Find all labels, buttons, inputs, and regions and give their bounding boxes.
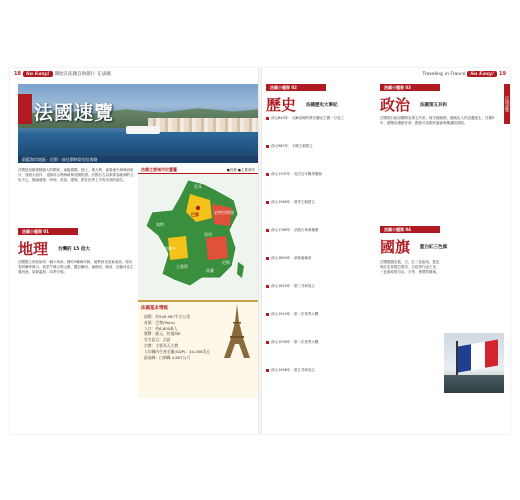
map-header [138, 166, 258, 174]
timeline-item: 西元1939年：第二次世界大戰 [266, 340, 360, 345]
france-map [138, 174, 258, 302]
city-label: 里昂 [204, 232, 212, 237]
right-running-head [423, 71, 506, 77]
right-page [262, 68, 510, 434]
section-label: 在法國 [97, 72, 111, 77]
photo-caption: 蔚藍海岸地區 · 尼斯 · 前往摩納哥的沿海路 [18, 156, 258, 163]
section-title-flag: 國旗 [380, 238, 411, 256]
city-label: 波爾多 [164, 246, 176, 251]
timeline-item: 西元987年：卡佩王朝建立 [266, 144, 360, 149]
section-band-politics: 法國小檔案 03 [380, 84, 440, 91]
facts-row: 人均國內生產毛額(GDP)：44,408美元 [144, 348, 211, 354]
city-label: 馬賽 [206, 268, 214, 273]
french-flag-photo [444, 333, 504, 393]
facts-row: 首都：巴黎(Paris) [144, 319, 175, 325]
brand-logo: So Easy! [23, 71, 53, 77]
title-accent [18, 94, 32, 124]
section-band-flag: 法國小檔案 04 [380, 226, 440, 233]
timeline-item: 西元1789年：法國大革命爆發 [266, 228, 360, 233]
book-spread [10, 68, 510, 434]
section-band-geography: 法國小檔案 01 [18, 228, 78, 235]
timeline-item: 西元1958年：第五共和成立 [266, 368, 360, 373]
timeline-item: 西元843年：凡爾登條約將法蘭克王國一分為三 [266, 116, 360, 121]
city-label: 史特拉斯堡 [214, 210, 234, 215]
intro-text: 法國是西歐面積最大的國家，東臨德國、瑞士、義大利，南靠地中海與西班牙，西面大西洋，北隔英吉利海峽與英國相望。法國自古以來即為歐洲的文化中心，無論藝術、時尚、美食、建築，都在世界上享有崇高的地位。 [18, 168, 134, 183]
facts-row: 最高峰：白朗峰 4,807公尺 [144, 354, 191, 360]
left-page [10, 68, 258, 434]
timeline-item: 西元1870年：第三共和成立 [266, 284, 360, 289]
section-subtitle-politics: 法國第五共和 [420, 103, 447, 108]
facts-title: 法國基本情報 [141, 306, 168, 311]
city-label: 土魯斯 [176, 264, 188, 269]
politics-text: 法國現行政治體制為第五共和，採半總統制，總統由人民直選產生，任期5年，總理由總統任命，國會分為國民議會與參議院兩院。 [380, 116, 495, 126]
flag-stripe-red [485, 339, 498, 367]
left-running-head [14, 71, 111, 77]
geography-text: 法國國土形狀如同一個六角形，擁有3種海岸線，地勢西北低東南高，境內有阿爾卑斯山、庇里牛斯山等山脈，羅亞爾河、塞納河、隆河、加倫河為主要河流，氣候溫和，四季分明。 [18, 260, 134, 275]
section-subtitle-flag: 藍白紅三色旗 [420, 245, 447, 250]
section-band-history: 法國小檔案 02 [266, 84, 326, 91]
timeline-item: 西元1589年：波旁王朝建立 [266, 200, 360, 205]
title-photo [18, 84, 258, 156]
timeline-item: 西元1804年：拿破崙稱帝 [266, 256, 360, 261]
flag-text: 法國國旗由藍、白、紅三色組成，藍色與紅色象徵巴黎市，白色則代表王室，三色旗象徵自由、平等、博愛的精神。 [380, 260, 440, 275]
page-number: 19 [499, 71, 506, 77]
facts-row: 官方語言：法語 [144, 337, 171, 343]
section-subtitle-geography: 台灣的 15 倍大 [58, 247, 90, 252]
city-label: 尼斯 [222, 260, 230, 265]
brand-logo: So Easy! [467, 71, 497, 77]
map-legend: ●首都 ●主要城市 [226, 168, 255, 172]
section-subtitle-history: 法國歷史大事紀 [306, 103, 338, 108]
timeline-item: 西元1337年：英法百年戰爭爆發 [266, 172, 360, 177]
page-title: 法國速覽 [34, 102, 115, 124]
section-title-geography: 地理 [18, 240, 49, 258]
corsica [237, 262, 244, 278]
facts-row: 人口：約6,800萬人 [144, 325, 178, 331]
flag-stripe-white [471, 342, 484, 370]
facts-row: 宗教：主要為天主教 [144, 342, 179, 348]
side-tab: 法國速覽 [504, 84, 510, 124]
book-title: 開始在法國自助旅行 [54, 72, 96, 77]
photo-sea [18, 132, 258, 156]
section-title-politics: 政治 [380, 96, 411, 114]
timeline-item: 西元1914年：第一次世界大戰 [266, 312, 360, 317]
facts-row: 貨幣：歐元，符號為€ [144, 331, 181, 337]
photo-town [148, 118, 258, 132]
section-title-history: 歷史 [266, 96, 297, 114]
french-flag [458, 339, 498, 372]
photo-bridge [444, 375, 504, 393]
map-title: 法國主要城市位置圖 [141, 167, 177, 172]
flag-stripe-blue [458, 344, 471, 372]
eiffel-tower-image [220, 302, 254, 360]
section-label: in France [444, 71, 466, 77]
city-label: 里耳 [194, 184, 202, 189]
capital-dot [196, 206, 200, 210]
page-number: 18 [14, 71, 21, 77]
city-label: 南特 [156, 222, 164, 227]
facts-row: 面積：約549,087平方公里 [144, 314, 191, 319]
city-label-capital: 巴黎 [191, 212, 199, 217]
photo-ship [126, 126, 160, 134]
region-southeast [206, 236, 228, 260]
book-title: Traveling [422, 71, 443, 77]
history-timeline [266, 116, 370, 416]
